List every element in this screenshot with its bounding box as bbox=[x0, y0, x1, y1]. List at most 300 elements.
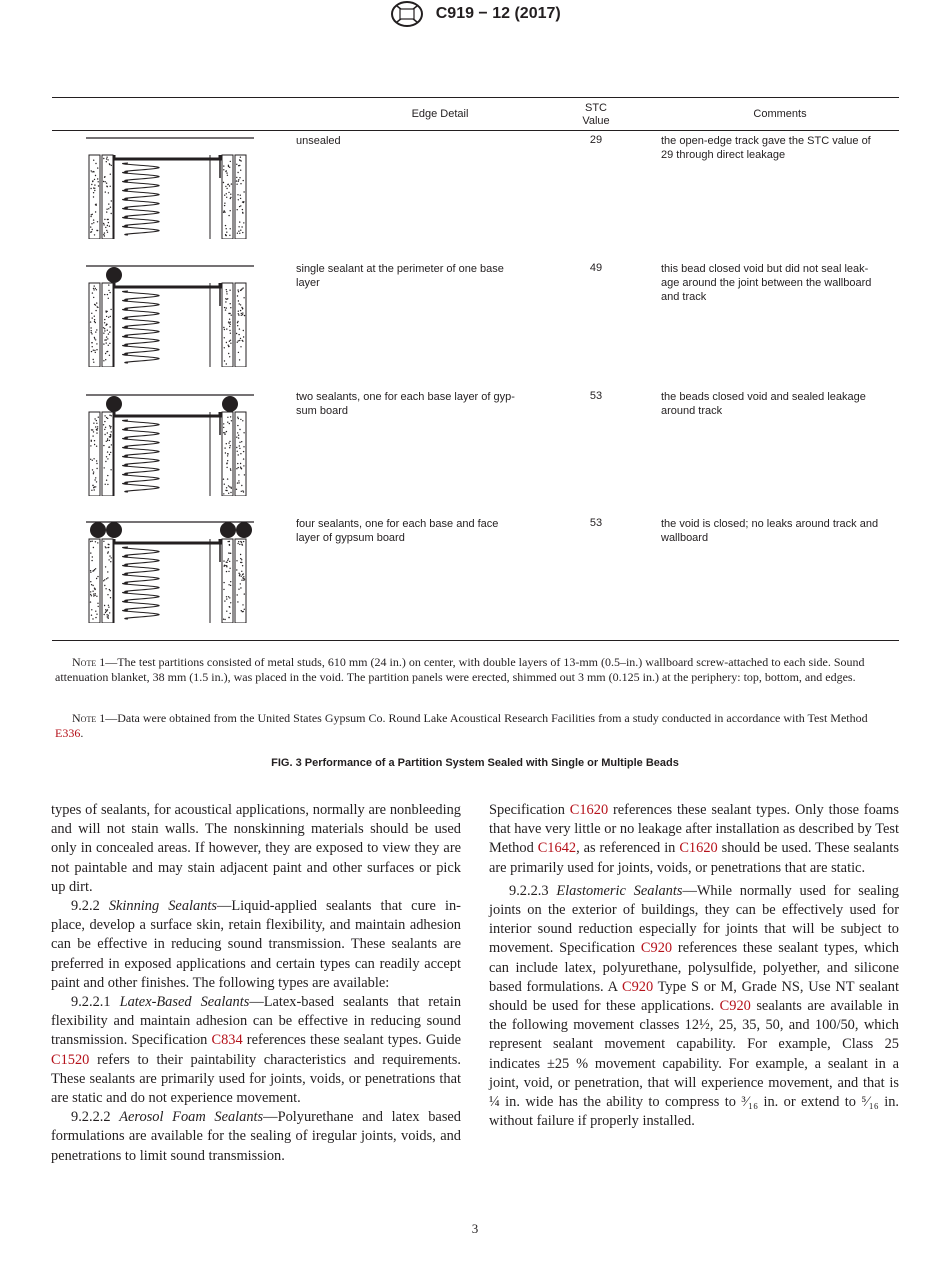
gypsum-speckle bbox=[237, 322, 238, 323]
gypsum-speckle bbox=[238, 340, 239, 341]
sealant-bead bbox=[220, 522, 236, 538]
reference-link-e336[interactable]: E336 bbox=[55, 725, 81, 740]
gypsum-speckle bbox=[242, 308, 243, 309]
comment-text: and track bbox=[661, 291, 707, 303]
gypsum-speckle bbox=[236, 180, 237, 181]
gypsum-speckle bbox=[98, 606, 99, 607]
gypsum-speckle bbox=[242, 565, 243, 566]
gypsum-speckle bbox=[243, 446, 244, 447]
gypsum-speckle bbox=[108, 203, 109, 204]
gypsum-speckle bbox=[238, 480, 239, 481]
gypsum-speckle bbox=[106, 183, 107, 184]
gypsum-speckle bbox=[91, 615, 92, 616]
gypsum-speckle bbox=[224, 210, 225, 211]
detail-text: layer bbox=[296, 277, 320, 289]
gypsum-speckle bbox=[92, 469, 93, 470]
gypsum-speckle bbox=[93, 423, 94, 424]
gypsum-speckle bbox=[226, 571, 227, 572]
gypsum-speckle bbox=[226, 307, 227, 308]
gypsum-speckle bbox=[238, 334, 239, 335]
gypsum-speckle bbox=[94, 440, 95, 441]
gypsum-speckle bbox=[241, 315, 242, 316]
gypsum-speckle bbox=[240, 304, 241, 305]
gypsum-speckle bbox=[104, 319, 105, 320]
gypsum-speckle bbox=[93, 219, 94, 220]
gypsum-speckle bbox=[104, 614, 105, 615]
metal-track bbox=[114, 283, 220, 287]
gypsum-speckle bbox=[109, 612, 110, 613]
gypsum-speckle bbox=[238, 467, 239, 468]
gypsum-speckle bbox=[239, 233, 240, 234]
gypsum-speckle bbox=[229, 290, 230, 291]
gypsum-speckle bbox=[240, 290, 241, 291]
gypsum-speckle bbox=[228, 215, 229, 216]
gypsum-speckle bbox=[239, 574, 240, 575]
gypsum-speckle bbox=[104, 232, 105, 233]
table-row-1-comment bbox=[661, 134, 901, 162]
gypsum-speckle bbox=[94, 319, 95, 320]
gypsum-speckle bbox=[224, 329, 225, 330]
gypsum-board bbox=[222, 283, 233, 367]
gypsum-speckle bbox=[239, 303, 240, 304]
gypsum-speckle bbox=[238, 199, 239, 200]
gypsum-speckle bbox=[95, 593, 96, 594]
gypsum-speckle bbox=[227, 422, 228, 423]
gypsum-speckle bbox=[93, 458, 94, 459]
gypsum-speckle bbox=[90, 581, 91, 582]
comment-text: the void is closed; no leaks around track and bbox=[661, 518, 879, 530]
gypsum-speckle bbox=[110, 186, 111, 187]
table-row-3-detail bbox=[296, 390, 536, 418]
gypsum-speckle bbox=[104, 585, 105, 586]
paragraph-text: references these sealant types. Only those foams that have very little or no leakage after installation as described by Test Method bbox=[489, 802, 899, 857]
gypsum-speckle bbox=[108, 544, 109, 545]
gypsum-speckle bbox=[226, 596, 227, 597]
gypsum-speckle bbox=[226, 289, 227, 290]
gypsum-speckle bbox=[237, 417, 238, 418]
header-comments: Comments bbox=[753, 108, 807, 120]
gypsum-speckle bbox=[240, 587, 241, 588]
gypsum-speckle bbox=[229, 319, 230, 320]
gypsum-speckle bbox=[228, 493, 229, 494]
gypsum-speckle bbox=[107, 294, 108, 295]
gypsum-speckle bbox=[106, 480, 107, 481]
gypsum-speckle bbox=[91, 584, 92, 585]
gypsum-speckle bbox=[226, 172, 227, 173]
gypsum-speckle bbox=[228, 166, 229, 167]
gypsum-speckle bbox=[242, 420, 243, 421]
gypsum-speckle bbox=[239, 165, 240, 166]
gypsum-speckle bbox=[224, 307, 225, 308]
gypsum-speckle bbox=[223, 423, 224, 424]
gypsum-speckle bbox=[107, 484, 108, 485]
gypsum-speckle bbox=[103, 224, 104, 225]
gypsum-speckle bbox=[239, 445, 240, 446]
gypsum-speckle bbox=[240, 463, 241, 464]
detail-text: sum board bbox=[296, 405, 348, 417]
gypsum-speckle bbox=[108, 618, 109, 619]
gypsum-speckle bbox=[92, 317, 93, 318]
gypsum-speckle bbox=[106, 158, 107, 159]
gypsum-speckle bbox=[230, 343, 231, 344]
section-number: 9.2.2.3 bbox=[509, 882, 557, 899]
gypsum-speckle bbox=[91, 333, 92, 334]
detail-text: single sealant at the perimeter of one base bbox=[296, 263, 504, 275]
gypsum-speckle bbox=[226, 431, 227, 432]
gypsum-speckle bbox=[111, 165, 112, 166]
gypsum-speckle bbox=[243, 611, 244, 612]
gypsum-speckle bbox=[103, 181, 104, 182]
gypsum-speckle bbox=[92, 171, 93, 172]
table-top-rule bbox=[52, 97, 899, 98]
page-number: 3 bbox=[471, 1221, 479, 1236]
gypsum-speckle bbox=[226, 342, 227, 343]
gypsum-speckle bbox=[230, 553, 231, 554]
gypsum-speckle bbox=[239, 177, 240, 178]
gypsum-speckle bbox=[90, 188, 91, 189]
gypsum-speckle bbox=[226, 235, 227, 236]
gypsum-speckle bbox=[226, 562, 227, 563]
gypsum-speckle bbox=[240, 183, 241, 184]
gypsum-speckle bbox=[226, 197, 227, 198]
gypsum-speckle bbox=[224, 447, 225, 448]
gypsum-speckle bbox=[243, 297, 244, 298]
gypsum-speckle bbox=[238, 474, 239, 475]
gypsum-speckle bbox=[107, 475, 108, 476]
gypsum-speckle bbox=[237, 295, 238, 296]
gypsum-speckle bbox=[94, 588, 95, 589]
gypsum-speckle bbox=[104, 605, 105, 606]
gypsum-speckle bbox=[91, 351, 92, 352]
gypsum-speckle bbox=[106, 316, 107, 317]
gypsum-speckle bbox=[104, 421, 105, 422]
table-row-4-comment bbox=[661, 517, 901, 545]
detail-text: two sealants, one for each base layer of gyp- bbox=[296, 391, 515, 403]
gypsum-speckle bbox=[243, 222, 244, 223]
gypsum-speckle bbox=[244, 474, 245, 475]
gypsum-speckle bbox=[239, 221, 240, 222]
gypsum-speckle bbox=[241, 485, 242, 486]
gypsum-speckle bbox=[243, 465, 244, 466]
gypsum-speckle bbox=[241, 562, 242, 563]
body-right-column bbox=[489, 801, 899, 1131]
gypsum-speckle bbox=[109, 415, 110, 416]
gypsum-speckle bbox=[238, 314, 239, 315]
gypsum-speckle bbox=[107, 616, 108, 617]
gypsum-speckle bbox=[92, 570, 93, 571]
header-stc-value bbox=[556, 102, 636, 128]
gypsum-speckle bbox=[107, 432, 108, 433]
paragraph bbox=[489, 801, 899, 878]
section-number: 9.2.2.1 bbox=[71, 994, 120, 1011]
gypsum-speckle bbox=[106, 342, 107, 343]
gypsum-board bbox=[89, 283, 100, 367]
section-9-2-2-2 bbox=[51, 1108, 461, 1166]
gypsum-speckle bbox=[226, 611, 227, 612]
gypsum-board bbox=[222, 539, 233, 623]
gypsum-speckle bbox=[96, 596, 97, 597]
gypsum-speckle bbox=[236, 333, 237, 334]
gypsum-speckle bbox=[96, 578, 97, 579]
gypsum-speckle bbox=[237, 594, 238, 595]
table-row-4-detail bbox=[296, 517, 536, 545]
gypsum-speckle bbox=[106, 456, 107, 457]
gypsum-speckle bbox=[242, 212, 243, 213]
gypsum-speckle bbox=[104, 579, 105, 580]
gypsum-speckle bbox=[95, 288, 96, 289]
gypsum-speckle bbox=[108, 208, 109, 209]
gypsum-speckle bbox=[90, 541, 91, 542]
gypsum-speckle bbox=[223, 182, 224, 183]
gypsum-speckle bbox=[93, 350, 94, 351]
gypsum-speckle bbox=[95, 611, 96, 612]
gypsum-speckle bbox=[240, 205, 241, 206]
gypsum-speckle bbox=[240, 419, 241, 420]
gypsum-speckle bbox=[109, 555, 110, 556]
gypsum-speckle bbox=[237, 601, 238, 602]
gypsum-speckle bbox=[106, 230, 107, 231]
note-label: Note 1 bbox=[72, 711, 106, 725]
gypsum-speckle bbox=[239, 340, 240, 341]
gypsum-speckle bbox=[94, 595, 95, 596]
gypsum-speckle bbox=[109, 163, 110, 164]
gypsum-speckle bbox=[224, 432, 225, 433]
gypsum-speckle bbox=[104, 434, 105, 435]
gypsum-speckle bbox=[244, 609, 245, 610]
gypsum-speckle bbox=[110, 316, 111, 317]
gypsum-speckle bbox=[228, 596, 229, 597]
gypsum-speckle bbox=[242, 201, 243, 202]
paragraph-text: —While normally used for sealing joints on the exterior of buildings, they can be effectively used for interior sound reduction especially for joints that will be subject to movement. Specification bbox=[489, 882, 899, 957]
gypsum-speckle bbox=[97, 542, 98, 543]
gypsum-speckle bbox=[96, 463, 97, 464]
gypsum-speckle bbox=[110, 590, 111, 591]
comment-text: this bead closed void but did not seal leak- bbox=[661, 263, 869, 275]
gypsum-speckle bbox=[240, 310, 241, 311]
gypsum-speckle bbox=[226, 463, 227, 464]
gypsum-speckle bbox=[226, 490, 227, 491]
gypsum-speckle bbox=[238, 179, 239, 180]
gypsum-speckle bbox=[90, 570, 91, 571]
reference-link-c920[interactable]: C920 bbox=[719, 998, 751, 1015]
gypsum-speckle bbox=[95, 477, 96, 478]
gypsum-speckle bbox=[231, 420, 232, 421]
gypsum-speckle bbox=[93, 471, 94, 472]
gypsum-speckle bbox=[239, 544, 240, 545]
gypsum-board bbox=[89, 539, 100, 623]
gypsum-speckle bbox=[230, 468, 231, 469]
gypsum-speckle bbox=[236, 177, 237, 178]
gypsum-speckle bbox=[90, 594, 91, 595]
gypsum-speckle bbox=[107, 232, 108, 233]
gypsum-speckle bbox=[94, 569, 95, 570]
gypsum-speckle bbox=[90, 601, 91, 602]
gypsum-speckle bbox=[105, 353, 106, 354]
gypsum-speckle bbox=[237, 325, 238, 326]
paragraph-text: references these sealant types. Guide bbox=[242, 1032, 461, 1049]
gypsum-speckle bbox=[111, 200, 112, 201]
gypsum-speckle bbox=[104, 177, 105, 178]
gypsum-speckle bbox=[97, 426, 98, 427]
gypsum-speckle bbox=[238, 482, 239, 483]
section-title: Elastomeric Sealants bbox=[556, 882, 683, 899]
gypsum-speckle bbox=[230, 194, 231, 195]
reference-link-c1642[interactable]: C1642 bbox=[537, 840, 577, 857]
gypsum-speckle bbox=[229, 356, 230, 357]
metal-track bbox=[114, 412, 220, 416]
gypsum-speckle bbox=[93, 289, 94, 290]
gypsum-speckle bbox=[95, 568, 96, 569]
gypsum-speckle bbox=[244, 579, 245, 580]
gypsum-speckle bbox=[107, 338, 108, 339]
gypsum-speckle bbox=[227, 184, 228, 185]
gypsum-speckle bbox=[241, 441, 242, 442]
gypsum-speckle bbox=[107, 330, 108, 331]
gypsum-speckle bbox=[96, 349, 97, 350]
gypsum-speckle bbox=[230, 613, 231, 614]
gypsum-speckle bbox=[104, 219, 105, 220]
gypsum-speckle bbox=[93, 473, 94, 474]
gypsum-speckle bbox=[91, 332, 92, 333]
gypsum-speckle bbox=[229, 185, 230, 186]
gypsum-speckle bbox=[224, 347, 225, 348]
gypsum-board bbox=[235, 539, 246, 623]
gypsum-speckle bbox=[106, 441, 107, 442]
gypsum-speckle bbox=[107, 577, 108, 578]
gypsum-speckle bbox=[91, 490, 92, 491]
gypsum-speckle bbox=[237, 425, 238, 426]
gypsum-speckle bbox=[90, 321, 91, 322]
comment-text: 29 through direct leakage bbox=[661, 149, 786, 161]
gypsum-speckle bbox=[230, 340, 231, 341]
gypsum-speckle bbox=[223, 165, 224, 166]
figure-caption: FIG. 3 Performance of a Partition System Sealed with Single or Multiple Beads bbox=[271, 757, 679, 769]
gypsum-speckle bbox=[242, 312, 243, 313]
gypsum-speckle bbox=[94, 489, 95, 490]
gypsum-speckle bbox=[90, 459, 91, 460]
gypsum-speckle bbox=[238, 541, 239, 542]
paragraph bbox=[51, 801, 461, 897]
gypsum-speckle bbox=[230, 210, 231, 211]
gypsum-speckle bbox=[109, 436, 110, 437]
gypsum-speckle bbox=[96, 614, 97, 615]
gypsum-speckle bbox=[238, 437, 239, 438]
paragraph-text: Type S or M, Grade NS, Use NT sealant should be used for these applications. bbox=[489, 978, 899, 1015]
gypsum-speckle bbox=[106, 161, 107, 162]
gypsum-speckle bbox=[107, 225, 108, 226]
gypsum-speckle bbox=[103, 343, 104, 344]
gypsum-speckle bbox=[242, 577, 243, 578]
section-title: Latex-Based Sealants bbox=[119, 994, 250, 1011]
reference-link-c834[interactable]: C834 bbox=[211, 1032, 243, 1049]
gypsum-speckle bbox=[92, 429, 93, 430]
gypsum-speckle bbox=[239, 442, 240, 443]
gypsum-speckle bbox=[107, 458, 108, 459]
gypsum-speckle bbox=[227, 478, 228, 479]
gypsum-speckle bbox=[225, 309, 226, 310]
gypsum-speckle bbox=[230, 416, 231, 417]
gypsum-speckle bbox=[93, 196, 94, 197]
gypsum-speckle bbox=[107, 351, 108, 352]
gypsum-speckle bbox=[110, 452, 111, 453]
gypsum-speckle bbox=[93, 547, 94, 548]
gypsum-speckle bbox=[226, 293, 227, 294]
gypsum-speckle bbox=[104, 339, 105, 340]
gypsum-speckle bbox=[240, 157, 241, 158]
insulation-blanket bbox=[123, 547, 159, 619]
gypsum-speckle bbox=[236, 184, 237, 185]
gypsum-speckle bbox=[95, 352, 96, 353]
gypsum-speckle bbox=[239, 206, 240, 207]
gypsum-speckle bbox=[95, 163, 96, 164]
gypsum-speckle bbox=[105, 310, 106, 311]
gypsum-speckle bbox=[109, 292, 110, 293]
gypsum-speckle bbox=[230, 470, 231, 471]
gypsum-speckle bbox=[238, 311, 239, 312]
gypsum-speckle bbox=[105, 588, 106, 589]
table-header-rule bbox=[52, 130, 899, 131]
gypsum-speckle bbox=[241, 580, 242, 581]
gypsum-speckle bbox=[228, 571, 229, 572]
gypsum-speckle bbox=[92, 229, 93, 230]
gypsum-speckle bbox=[243, 541, 244, 542]
gypsum-speckle bbox=[226, 232, 227, 233]
gypsum-speckle bbox=[241, 491, 242, 492]
gypsum-speckle bbox=[92, 346, 93, 347]
gypsum-speckle bbox=[91, 184, 92, 185]
reference-link-c1620[interactable]: C1620 bbox=[679, 840, 718, 857]
gypsum-speckle bbox=[95, 175, 96, 176]
gypsum-speckle bbox=[229, 486, 230, 487]
reference-link-c1620[interactable]: C1620 bbox=[569, 802, 609, 818]
gypsum-speckle bbox=[94, 337, 95, 338]
gypsum-speckle bbox=[228, 192, 229, 193]
gypsum-speckle bbox=[94, 316, 95, 317]
gypsum-speckle bbox=[227, 175, 228, 176]
gypsum-speckle bbox=[108, 298, 109, 299]
gypsum-speckle bbox=[242, 209, 243, 210]
gypsum-speckle bbox=[94, 285, 95, 286]
gypsum-speckle bbox=[94, 188, 95, 189]
reference-link-c1520[interactable]: C1520 bbox=[51, 1051, 90, 1068]
gypsum-speckle bbox=[91, 223, 92, 224]
gypsum-speckle bbox=[226, 363, 227, 364]
gypsum-speckle bbox=[226, 598, 227, 599]
gypsum-speckle bbox=[224, 619, 225, 620]
gypsum-speckle bbox=[229, 423, 230, 424]
paragraph-text: , as referenced in bbox=[576, 840, 680, 857]
gypsum-speckle bbox=[93, 595, 94, 596]
table-row-4-stc: 53 bbox=[589, 517, 603, 529]
gypsum-speckle bbox=[229, 606, 230, 607]
gypsum-board bbox=[235, 155, 246, 239]
insulation-blanket bbox=[123, 420, 159, 492]
gypsum-speckle bbox=[242, 544, 243, 545]
reference-link-c920[interactable]: C920 bbox=[621, 978, 654, 995]
section-number: 9.2.2.2 bbox=[71, 1109, 120, 1126]
gypsum-speckle bbox=[103, 327, 104, 328]
gypsum-speckle bbox=[91, 429, 92, 430]
gypsum-speckle bbox=[223, 327, 224, 328]
gypsum-speckle bbox=[227, 453, 228, 454]
gypsum-speckle bbox=[106, 209, 107, 210]
gypsum-board bbox=[102, 155, 113, 239]
gypsum-speckle bbox=[230, 321, 231, 322]
gypsum-speckle bbox=[92, 591, 93, 592]
reference-link-c920[interactable]: C920 bbox=[640, 940, 673, 957]
gypsum-speckle bbox=[104, 235, 105, 236]
gypsum-speckle bbox=[103, 223, 104, 224]
